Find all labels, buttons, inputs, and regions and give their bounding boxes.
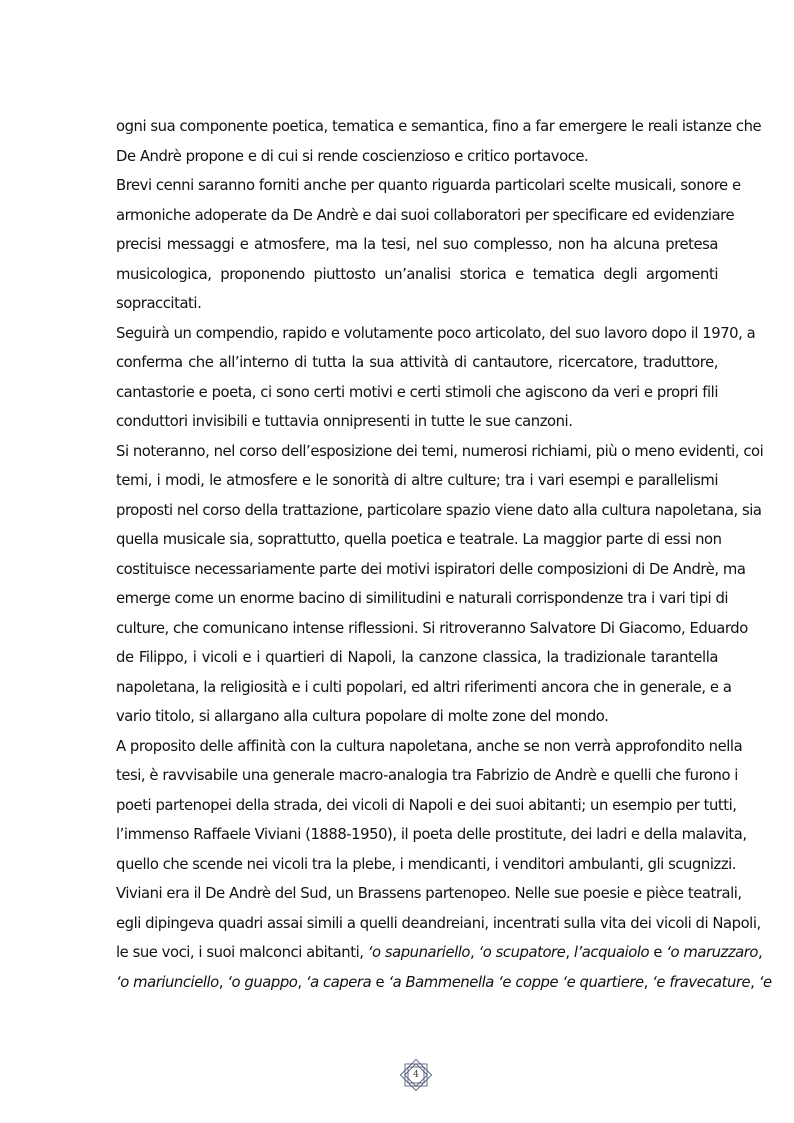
text-segment: , (643, 973, 653, 991)
text-line (116, 938, 763, 968)
text-line: costituisce necessariamente parte dei motivi ispiratori delle composizioni di De Andrè, ma (116, 560, 746, 578)
text-line: culture, che comunicano intense riflessioni. Si ritroveranno Salvatore Di Giacomo, Eduardo (116, 619, 748, 637)
page-number: 4 (413, 1070, 419, 1080)
text-segment: , (565, 944, 574, 961)
body-text (116, 112, 772, 997)
text-segment: , (750, 973, 759, 991)
text-segment: , (218, 973, 228, 991)
italic-term: ‘o scupatore (478, 944, 566, 961)
text-line: Viviani era il De Andrè del Sud, un Brassens partenopeo. Nelle sue poesie e pièce teatrali, (116, 885, 742, 902)
italic-term: ‘a Bammenella ‘e coppe ‘e quartiere (388, 973, 644, 991)
text-line: proposti nel corso della trattazione, particolare spazio viene dato alla cultura napoletana, sia (116, 501, 762, 519)
text-line: armoniche adoperate da De Andrè e dai suoi collaboratori per specificare ed evidenziare (116, 206, 735, 224)
text-line: A proposito delle affinità con la cultura napoletana, anche se non verrà approfondito nella (116, 737, 743, 755)
italic-term: ‘a capera (305, 973, 372, 991)
text-line: vario titolo, si allargano alla cultura popolare di molte zone del mondo. (116, 708, 609, 725)
text-line: tesi, è ravvisabile una generale macro-analogia tra Fabrizio de Andrè e quelli che furono i (116, 767, 738, 784)
text-line: poeti partenopei della strada, dei vicoli di Napoli e dei suoi abitanti; un esempio per tutti, (116, 796, 737, 814)
italic-term: l’acquaiolo (573, 944, 650, 961)
text-line: de Filippo, i vicoli e i quartieri di Napoli, la canzone classica, la tradizionale tarantella (116, 649, 718, 666)
text-line: conferma che all’interno di tutta la sua attività di cantautore, ricercatore, traduttore, (116, 354, 718, 371)
text-line: emerge come un enorme bacino di similitudini e naturali corrispondenze tra i vari tipi di (116, 590, 729, 607)
text-line: precisi messaggi e atmosfere, ma la tesi, nel suo complesso, non ha alcuna pretesa (116, 236, 718, 253)
italic-term: ‘o maruzzaro (666, 944, 759, 961)
italic-term: ‘o sapunariello (367, 944, 471, 961)
text-line: l’immenso Raffaele Viviani (1888-1950), il poeta delle prostitute, dei ladri e della malavita, (116, 826, 747, 843)
text-line: De Andrè propone e di cui si rende coscienzioso e critico portavoce. (116, 147, 589, 165)
text-line: Si noteranno, nel corso dell’esposizione dei temi, numerosi richiami, più o meno evidenti, coi (116, 442, 764, 460)
text-segment: le sue voci, i suoi malconci abitanti, (116, 944, 368, 961)
text-line: Seguirà un compendio, rapido e volutamente poco articolato, del suo lavoro dopo il 1970, a (116, 324, 756, 342)
text-segment: , (470, 944, 479, 961)
text-line: sopraccitati. (116, 295, 202, 312)
text-line: quello che scende nei vicoli tra la plebe, i mendicanti, i venditori ambulanti, gli scugnizzi. (116, 855, 737, 873)
text-segment: , (297, 973, 306, 991)
text-segment: , (758, 944, 763, 961)
italic-term: ‘o mariunciello (116, 973, 219, 991)
text-line: cantastorie e poeta, ci sono certi motivi e certi stimoli che agiscono da veri e propri fili (116, 383, 718, 401)
text-line: napoletana, la religiosità e i culti popolari, ed altri riferimenti ancora che in generale, e a (116, 678, 732, 696)
text-line: ogni sua componente poetica, tematica e semantica, fino a far emergere le reali istanze che (116, 118, 762, 135)
text-line: musicologica, proponendo piuttosto un’analisi storica e tematica degli argomenti (116, 265, 718, 283)
text-segment: e (371, 973, 389, 991)
text-segment: e (649, 944, 667, 961)
text-line: quella musicale sia, soprattutto, quella poetica e teatrale. La maggior parte di essi non (116, 531, 722, 548)
italic-term: ‘o guappo (227, 973, 298, 991)
text-line: egli dipingeva quadri assai simili a quelli deandreiani, incentrati sulla vita dei vicoli di Napoli, (116, 914, 761, 932)
italic-term: ‘e fravecature (652, 973, 751, 991)
text-line (116, 968, 772, 998)
italic-term: ‘e (758, 973, 772, 991)
text-line: Brevi cenni saranno forniti anche per quanto riguarda particolari scelte musicali, sonore e (116, 177, 741, 194)
text-line: temi, i modi, le atmosfere e le sonorità di altre culture; tra i vari esempi e parallelismi (116, 472, 718, 489)
text-line: conduttori invisibili e tuttavia onnipresenti in tutte le sue canzoni. (116, 413, 573, 430)
